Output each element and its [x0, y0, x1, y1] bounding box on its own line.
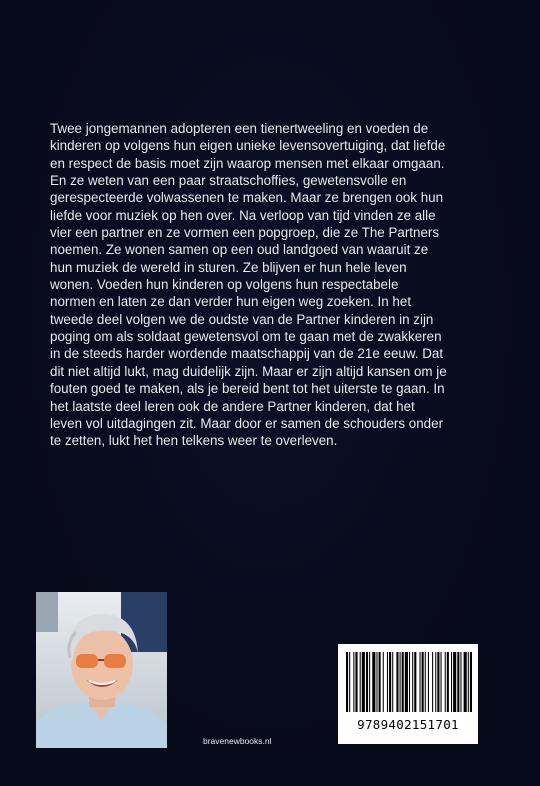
barcode-bar: [376, 652, 377, 712]
barcode-bar: [400, 652, 401, 712]
barcode-bar: [355, 652, 357, 712]
barcode-bar: [353, 652, 354, 712]
barcode-bar: [453, 652, 456, 712]
back-cover-blurb: Twee jongemannen adopteren een tienertweeling en voeden de kinderen op volgens hun eigen unieke levensovertuiging, dat liefde en respect de basis moet zijn waarop mensen met elkaar omgaan. En ze weten van een paar straatschoffies, gewetensvolle en gerespecteerde volwassenen te maken. Maar ze brengen ook hun liefde voor muziek op hen over. Na verloop van tijd vinden ze alle vier een partner en ze vormen een popgroep, die ze The Partners noemen. Ze wonen samen op een oud landgoed van waaruit ze hun muziek de wereld in sturen. Ze blijven er hun hele leven wonen. Voeden hun kinderen op volgens hun respectabele normen en laten ze dan verder hun eigen weg zoeken. In het tweede deel volgen we de oudste van de Partner kinderen in zijn poging om als soldaat gewetensvol om te gaan met de zwakkeren in de steeds harder wordende maatschappij van de 21e eeuw. Dat dit niet altijd lukt, mag duidelijk zijn. Maar er zijn altijd kansen om je fouten goed te maken, als je bereid bent tot het uiterste te gaan. In het laatste deel leren ook de andere Partner kinderen, dat het leven vol uitdagingen zit. Maar door er samen de schouders onder te zetten, lukt het hen telkens weer te overleven.: [50, 121, 447, 449]
isbn-barcode: [338, 644, 478, 744]
barcode-bar: [346, 652, 348, 712]
barcode-bar: [464, 652, 467, 712]
barcode-bar: [387, 652, 388, 712]
barcode-bar: [428, 652, 429, 712]
barcode-bar: [402, 652, 404, 712]
isbn-number: 9789402151701: [357, 717, 459, 732]
barcode-bar: [441, 652, 442, 712]
barcode-bar: [425, 652, 426, 712]
barcode-bar: [435, 652, 436, 712]
barcode-bar: [420, 652, 421, 712]
barcode-bar: [412, 652, 413, 712]
barcode-bar: [445, 652, 446, 712]
publisher-website: bravenewbooks.nl: [203, 736, 272, 746]
barcode-bar: [362, 652, 365, 712]
barcode-bar: [392, 652, 393, 712]
barcode-bar: [451, 652, 452, 712]
barcode-bar: [366, 652, 368, 712]
barcode-bar: [349, 652, 350, 712]
barcode-bar: [432, 652, 433, 712]
barcode-bar: [422, 652, 424, 712]
author-portrait-icon: [36, 592, 167, 748]
barcode-bar: [405, 652, 408, 712]
barcode-bar: [409, 652, 410, 712]
barcode-bar: [460, 652, 461, 712]
barcode-bar: [383, 652, 384, 712]
barcode-bar: [470, 652, 472, 712]
barcode-bar: [369, 652, 370, 712]
barcode-bar: [360, 652, 361, 712]
barcode-bar: [396, 652, 398, 712]
barcode-bar: [414, 652, 416, 712]
barcode-bar: [468, 652, 469, 712]
barcode-bar: [379, 652, 381, 712]
barcode-bar: [437, 652, 439, 712]
barcode-bar: [457, 652, 459, 712]
author-photo: [36, 592, 167, 748]
barcode-bar: [389, 652, 391, 712]
barcode-bar: [372, 652, 375, 712]
barcode-bar: [447, 652, 449, 712]
